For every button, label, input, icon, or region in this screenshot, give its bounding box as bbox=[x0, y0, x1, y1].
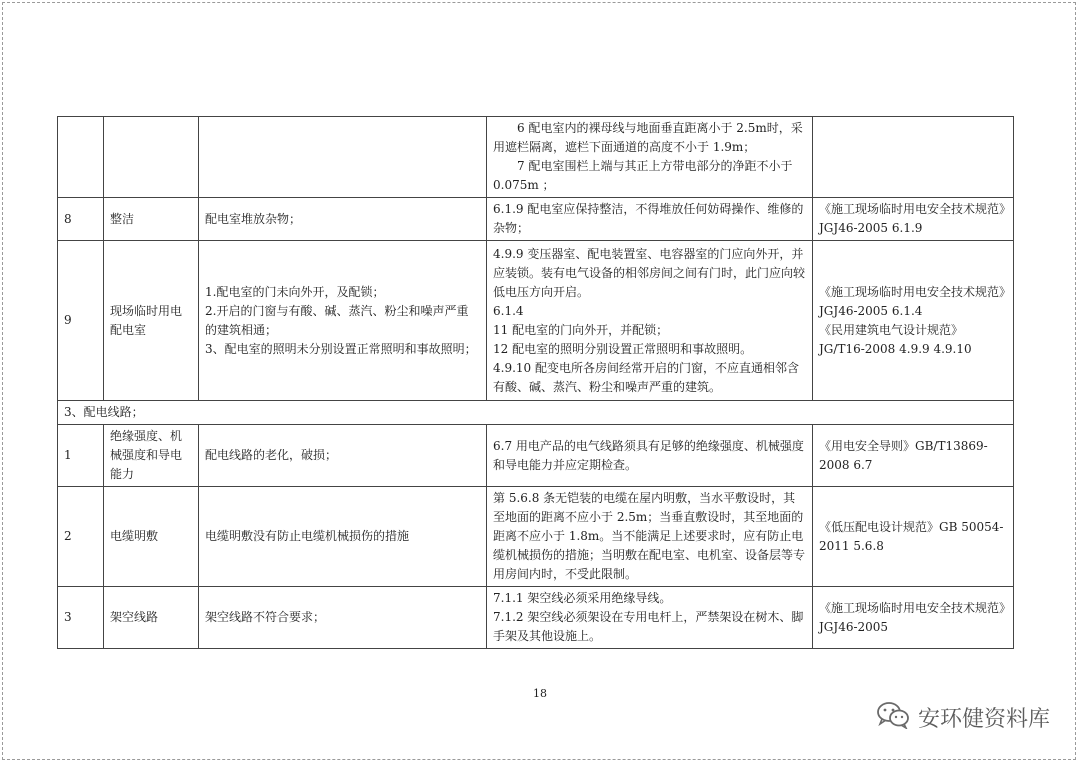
watermark bbox=[876, 701, 1050, 733]
cell-problem: 配电室堆放杂物； bbox=[199, 198, 487, 241]
table-row bbox=[58, 487, 1014, 587]
problem-line: 2.开启的门窗与有酸、碱、蒸汽、粉尘和噪声严重的建筑相通； bbox=[205, 303, 469, 337]
cell-number: 1 bbox=[58, 425, 104, 487]
cell-number: 8 bbox=[58, 198, 104, 241]
table-row bbox=[58, 241, 1014, 401]
cell-item: 现场临时用电配电室 bbox=[104, 241, 199, 401]
cell-item: 绝缘强度、机械强度和导电能力 bbox=[104, 425, 199, 487]
table-row bbox=[58, 198, 1014, 241]
cell-standard bbox=[813, 241, 1014, 401]
section-heading: 3、配电线路； bbox=[58, 401, 1014, 425]
cell-standard bbox=[813, 117, 1014, 198]
cell-basis: 第 5.6.8 条无铠装的电缆在屋内明敷，当水平敷设时，其至地面的距离不应小于 2.5m；当垂直敷设时，其至地面的距离不应小于 1.8m。当不能满足上述要求时，应有防止电缆机械损伤的措施；当明敷在配电室、电机室、设备层等专用房间内时，不受此限制。 bbox=[487, 487, 813, 587]
basis-line: 11 配电室的门向外开，并配锁； bbox=[493, 322, 669, 337]
cell-item: 整洁 bbox=[104, 198, 199, 241]
cell-number bbox=[58, 117, 104, 198]
page-number: 18 bbox=[533, 687, 547, 700]
basis-line: 7 配电室围栏上端与其正上方带电部分的净距不小于 0.075m ； bbox=[493, 159, 793, 192]
cell-problem: 配电线路的老化，破损； bbox=[199, 425, 487, 487]
cell-problem bbox=[199, 117, 487, 198]
table-row bbox=[58, 587, 1014, 649]
cell-problem: 电缆明敷没有防止电缆机械损伤的措施 bbox=[199, 487, 487, 587]
basis-line: 4.9.9 变压器室、配电装置室、电容器室的门应向外开，并应装锁。装有电气设备的相邻房间之间有门时，此门应向较低电压方向开启。 bbox=[493, 246, 806, 299]
cell-standard: 《施工现场临时用电安全技术规范》JGJ46-2005 6.1.9 bbox=[813, 198, 1014, 241]
cell-problem bbox=[199, 241, 487, 401]
cell-number: 3 bbox=[58, 587, 104, 649]
basis-line: 7.1.2 架空线必须架设在专用电杆上，严禁架设在树木、脚手架及其他设施上。 bbox=[493, 610, 804, 643]
cell-basis bbox=[487, 587, 813, 649]
standard-line: 《民用建筑电气设计规范》JG/T16-2008 4.9.9 4.9.10 bbox=[819, 322, 972, 356]
cell-basis bbox=[487, 241, 813, 401]
table-row bbox=[58, 117, 1014, 198]
section-row bbox=[58, 401, 1014, 425]
watermark-text: 安环健资料库 bbox=[917, 706, 1050, 732]
cell-standard: 《施工现场临时用电安全技术规范》JGJ46-2005 bbox=[813, 587, 1014, 649]
cell-basis bbox=[487, 117, 813, 198]
wechat-icon bbox=[876, 701, 910, 733]
problem-line: 1.配电室的门未向外开，及配锁； bbox=[205, 284, 385, 299]
regulation-table bbox=[57, 116, 1014, 649]
basis-line: 12 配电室的照明分别设置正常照明和事故照明。 bbox=[493, 341, 753, 356]
cell-item bbox=[104, 117, 199, 198]
basis-line: 4.9.10 配变电所各房间经常开启的门窗，不应直通相邻含有酸、碱、蒸汽、粉尘和噪声严重的建筑。 bbox=[493, 360, 799, 394]
cell-problem: 架空线路不符合要求； bbox=[199, 587, 487, 649]
table-row bbox=[58, 425, 1014, 487]
standard-line: 《施工现场临时用电安全技术规范》JGJ46-2005 6.1.4 bbox=[819, 284, 1006, 318]
cell-basis: 6.1.9 配电室应保持整洁，不得堆放任何妨碍操作、维修的杂物； bbox=[487, 198, 813, 241]
basis-line: 6 配电室内的裸母线与地面垂直距离小于 2.5m时，采用遮栏隔离，遮栏下面通道的高度不小于 1.9m； bbox=[493, 121, 803, 154]
cell-standard: 《低压配电设计规范》GB 50054-2011 5.6.8 bbox=[813, 487, 1014, 587]
problem-line: 3、配电室的照明未分别设置正常照明和事故照明； bbox=[205, 341, 477, 356]
basis-line: 7.1.1 架空线必须采用绝缘导线。 bbox=[493, 591, 672, 605]
cell-item: 架空线路 bbox=[104, 587, 199, 649]
cell-standard: 《用电安全导则》GB/T13869-2008 6.7 bbox=[813, 425, 1014, 487]
cell-item: 电缆明敷 bbox=[104, 487, 199, 587]
cell-number: 9 bbox=[58, 241, 104, 401]
cell-number: 2 bbox=[58, 487, 104, 587]
basis-line: 6.1.4 bbox=[493, 303, 524, 318]
cell-basis: 6.7 用电产品的电气线路须具有足够的绝缘强度、机械强度和导电能力并应定期检查。 bbox=[487, 425, 813, 487]
